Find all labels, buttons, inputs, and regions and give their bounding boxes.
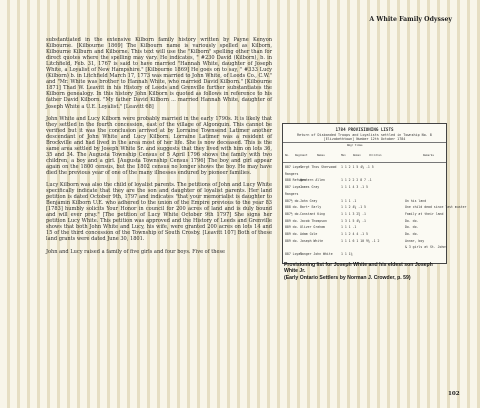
row-counts: 1 1 1 6 1 10 9¼ -1 2 [341, 238, 380, 243]
column-header: Children [369, 154, 382, 157]
row-counts: 1 1 2 4¼ -1 5 [341, 205, 366, 210]
row-remark: One child dead since last muster [405, 205, 467, 210]
row-name: Constant King [300, 211, 325, 216]
row-id: 888 do. [285, 205, 299, 210]
row-id: 887 Loyal [285, 165, 303, 169]
row-counts: 1 1 2 4 4 -1 5 [341, 232, 368, 236]
provisioning-list-subtitle-2: [Elizabethtown] Number 12th October 1784 [323, 137, 406, 141]
paragraph-2: John White and Lucy Kilborn were probably married in the early 1790s. It is likely that they settled in the fourth concession, east of the village of Algonquin. This cannot be verified but it was the conclusion arrived at by Lorraine Townsend Latimer another descendant of John White and Lucy Kilborn. Lorraine Latimer was a resident of Brockville and had lived in the area most of her life. She is now deceased. This is the same area settled by Joseph White Sr. and suggests that they lived with him on lots 36, 35 and 34. The Augusta Township Census of 5 April 1796 shows the family with two children, a boy and a girl. [Augusta Township Census 1796] The boy and girl appear again on the 1800 census, but the 1802 census no longer shows the boy. He may have died the previous year of one of the many illnesses endured by pioneer families. [46, 115, 272, 176]
row-remark: On his land [405, 198, 427, 203]
paragraph-3: Lucy Kilborn was also the child of loyalist parents. The petitions of John and Lucy White specifically indicate that they are the son and daughter of loyalist parents. Her land petition is dated October 9th, 1797 and indicates "that your memorialist is daughter to Benjamin Kilborn U.E. who adhered to the union of the Empire previous to the year 83 [1783] humbly solicits Your Honor in council for 200 acres of land and is duly bound and will ever pray." [The petition of Lucy White October 9th 1797] She signs her petition Lucy White. This petition was approved and the History of Leeds and Grenville shows that both John White and Lucy, his wife, were granted 200 acres on lots 14 and 15 of the third concession of the Township of South Crosby. [Leavitt 107] Both of these land grants were dated June 30, 1801. [46, 182, 272, 243]
row-id: 887 Loyal [285, 252, 303, 257]
row-counts: 1 1 2 2 2 8 7 -1 [341, 178, 372, 183]
provisioning-list-subtitle: Return of Disbanded Troops and Loyalists settled in Township No. 8 [297, 133, 432, 137]
row-id: Rangers [285, 191, 299, 196]
row-name: John Gray [300, 198, 318, 203]
row-name: Western Allen [300, 178, 325, 183]
row-name: Joseph White [300, 238, 324, 243]
row-counts: 1 3 1 5 4¼ -1 [341, 218, 366, 223]
row-remark: Do. do. [405, 232, 419, 236]
column-header: Regiment [295, 154, 308, 157]
row-id: 887 Loyal [285, 185, 303, 190]
provisioning-list-scan [282, 123, 467, 264]
provisioning-list-header [283, 142, 446, 163]
row-id: 889 do. [285, 232, 299, 236]
page-number: 102 [448, 391, 460, 397]
caption-line-1: Provisioning list for Joseph White and his eldest son Joseph White Jr. [284, 262, 433, 275]
column-header: Men [341, 154, 346, 157]
row-id: 889 do. [285, 238, 299, 243]
paragraph-1: substantiated in the extensive Kilborn family history written by Payne Kenyon Kilbourne. [Kilbourne 1869] The Kilbourn name is variously spelled as Kilborn, Kilbourne Kilburn and Kilborne. This text will use the "Kilborn" spelling other than for direct quotes where the spelling may vary. He indicates, " #230 David (Kilborn), b. in Litchfield, Feb. 31, 1767 is said to have married "Hannah White, daughter of Joseph White, a Loyalist of New Hampshire." [Kilbourne 1869] He goes on to say, " #333 Lucy (Kilborn) b. in Litchfield March 17, 1773 was married to John White, of Leeds Co., C.W." and "Mr. White was brother to Hannah White, who married David Kilborn." [Kilbourne 1871] Thad W. Leavitt in his History of Leeds and Grenville further substantiates the Kilborn genealogy. In this history John Kilborn is quoted as follows in reference to his father David Kilborn. "My father David Kilborn ... married Hannah White, daughter of Joseph White a U.E. Loyalist." [Leavitt 68] [46, 37, 272, 110]
row-remark: & 3 girls at St. Johns [405, 245, 448, 250]
row-name: James Gray [300, 185, 320, 190]
row-name: Adam Cole [300, 232, 318, 236]
row-counts: 1 1 1 -1 [341, 225, 357, 230]
row-remark: Do. do. [405, 218, 419, 223]
row-id: 889 do. [285, 218, 299, 223]
row-id: 889 do. [285, 225, 299, 230]
body-text-column [46, 37, 272, 261]
row-name: Bartᵐ Early [300, 205, 322, 210]
header-group-label: Wmgr tides [347, 144, 363, 147]
row-name: Oliver Graham [300, 225, 325, 230]
row-id: Rangers [285, 171, 299, 176]
row-remark: Do. do. [405, 225, 419, 230]
column-header: Names [317, 154, 325, 157]
row-remark: Annar, boy [405, 238, 425, 243]
figure-caption [284, 262, 448, 281]
row-counts: 1 1 1 -1 [341, 198, 357, 203]
row-name: Jacob Thompson [300, 218, 327, 223]
row-id: 888 Refugee [285, 178, 307, 183]
row-remark: Family at their land [405, 211, 444, 216]
provisioning-list-title: 1784 PROVISIONING LISTS [335, 127, 394, 132]
column-header: Women [353, 154, 361, 157]
row-id: 887½ do. [285, 198, 301, 203]
paragraph-4: John and Lucy raised a family of five girls and four boys. Five of these [46, 248, 226, 255]
row-counts: 1 1 1¼ [341, 252, 353, 257]
running-header: A White Family Odyssey [369, 16, 452, 23]
row-name: Ranger John White [300, 252, 333, 257]
row-counts: 1 1 1 4 3 -1 5 [341, 185, 368, 190]
column-header: Remarks [423, 154, 434, 157]
row-counts: 1 1 1 3 2¾ -1 [341, 211, 366, 216]
row-counts: 1 1 2 1 5 4¼ -1 5 [341, 165, 374, 169]
caption-line-2: (Early Ontario Settlers by Norman J. Crowder, p. 59) [284, 274, 411, 281]
row-id: 887½ do. [285, 211, 301, 216]
column-header: No. [285, 154, 290, 157]
row-name: Sergt Thos Sherwood [300, 165, 337, 169]
